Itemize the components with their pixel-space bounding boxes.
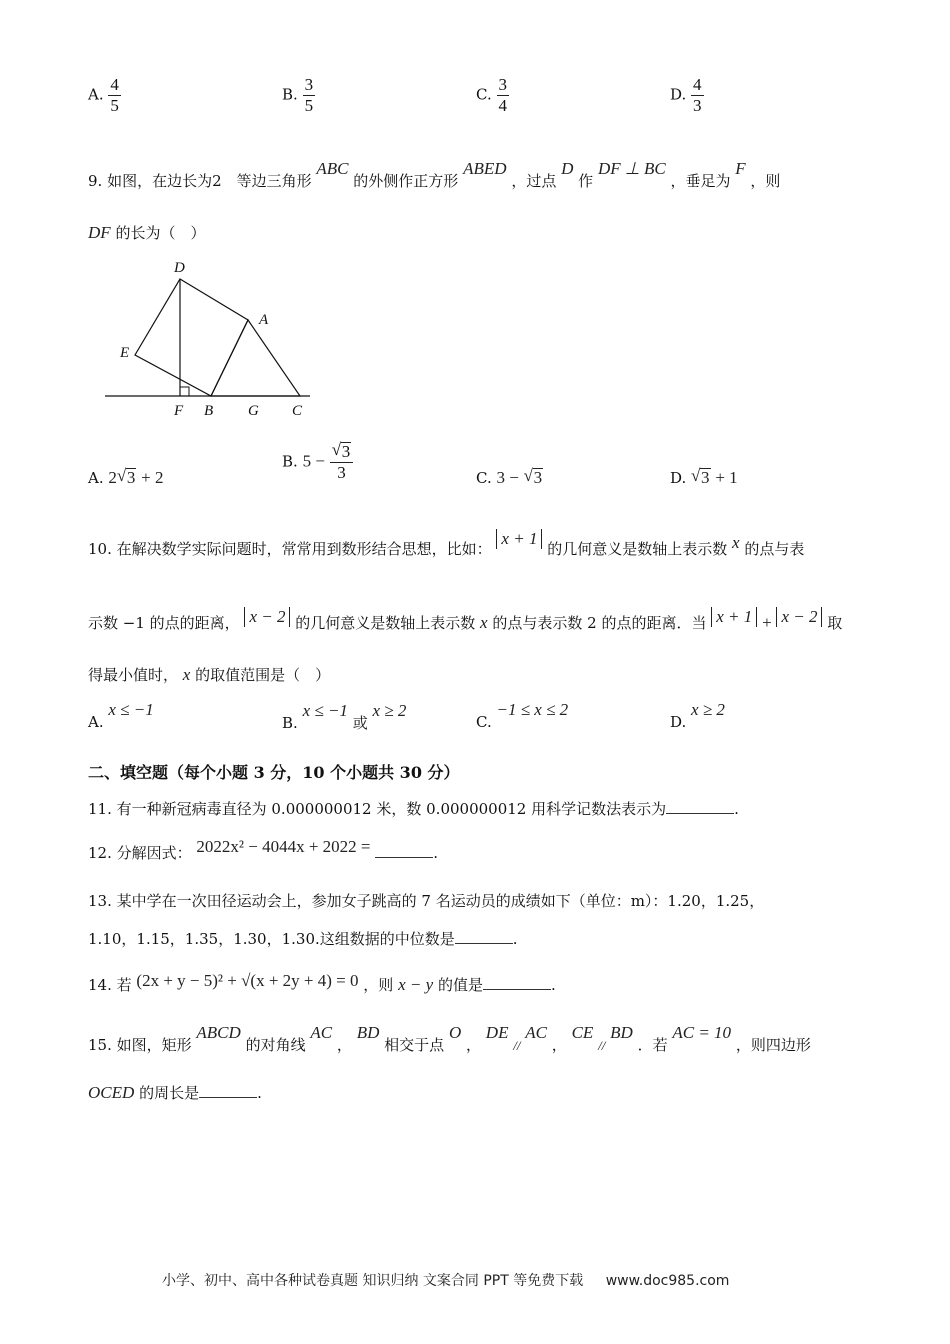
option-value: x ≥ 2 (691, 700, 725, 719)
triangle-abc (211, 320, 300, 396)
fraction (330, 442, 354, 483)
q9-text: 作 (578, 172, 594, 190)
q10-text: 的几何意义是数轴上表示数 (547, 540, 728, 558)
q10-option-b (282, 700, 407, 732)
option-label: B. (282, 714, 298, 732)
q14-expression: (2x + y − 5)² + √(x + 2y + 4) = 0 (136, 971, 359, 990)
math-df: DF (88, 223, 111, 242)
fraction (691, 75, 704, 116)
option-label: B. (282, 85, 298, 104)
math-f: F (735, 159, 746, 178)
q15-text: 相交于点 (384, 1036, 445, 1054)
option-label: A. (88, 85, 104, 104)
coefficient: 2 (108, 468, 117, 487)
math-bd: BD (356, 1023, 380, 1042)
q8-option-c (476, 75, 509, 116)
math-df-perp-bc: DF ⊥ BC (597, 159, 666, 178)
fraction (497, 75, 510, 116)
addend: + 1 (715, 468, 738, 487)
q10-text: 10. 在解决数学实际问题时，常常用到数形结合思想，比如： (88, 540, 492, 558)
denominator: 5 (304, 96, 314, 115)
math-abed: ABED (463, 159, 507, 178)
q10-text: 的点与表 (744, 540, 805, 558)
answer-blank[interactable] (666, 811, 734, 814)
square-abed (135, 279, 248, 396)
comma: ， (466, 1036, 482, 1054)
math-o: O (448, 1023, 462, 1042)
option-label: D. (670, 469, 687, 487)
option-label: B. (282, 452, 298, 471)
parallel-sign: // (598, 1038, 606, 1053)
abs-x-plus-1: x + 1 (711, 607, 757, 627)
q14-text: 14. 若 (88, 976, 132, 994)
q10-option-d (670, 700, 725, 731)
option-value: −1 ≤ x ≤ 2 (496, 700, 569, 719)
option-value: x ≤ −1 (302, 701, 348, 720)
math-ce: CE (571, 1023, 594, 1042)
option-label: C. (476, 713, 492, 731)
math-d: D (561, 159, 574, 178)
option-label: A. (88, 469, 104, 487)
q9-text: 9. 如图，在边长为2 等边三角形 (88, 172, 312, 190)
period: . (512, 930, 518, 948)
label-f: F (174, 403, 184, 419)
or-word: 或 (352, 714, 368, 732)
math-de: DE (485, 1023, 509, 1042)
minuend: 5 − (302, 451, 325, 471)
answer-blank[interactable] (455, 941, 513, 944)
q12-expression: 2022x² − 4044x + 2022 = (196, 837, 371, 856)
q13-line2 (88, 928, 518, 949)
q10-stem-line2 (88, 607, 843, 633)
sqrt: √ 3 (691, 466, 710, 487)
addend: + 2 (141, 468, 164, 487)
abs-x-minus-2: x − 2 (244, 607, 290, 627)
label-d: D (174, 260, 185, 276)
q9-option-a (88, 468, 164, 488)
sqrt: √ 3 (523, 466, 543, 487)
label-b: B (204, 403, 214, 419)
option-label: C. (476, 469, 492, 487)
answer-blank[interactable] (483, 987, 551, 990)
option-value: x ≤ −1 (108, 700, 154, 719)
q9-text: ，则 (750, 172, 781, 190)
q11-text: 11. 有一种新冠病毒直径为 0.000000012 米，数 0.000000012 用科学记数法表示为 (88, 800, 667, 818)
q12-text: 12. 分解因式： (88, 844, 192, 862)
denominator: 3 (337, 463, 346, 482)
math-ac-eq-10: AC = 10 (672, 1023, 732, 1042)
q10-text: 的取值范围是（ ） (195, 666, 331, 684)
math-x: x (182, 665, 191, 684)
period: . (734, 800, 739, 818)
radicand: 3 (701, 468, 710, 487)
radicand: 3 (341, 442, 351, 461)
period: . (550, 976, 556, 994)
q14-text: ，则 (363, 976, 394, 994)
radicand: 3 (126, 468, 136, 487)
answer-blank[interactable] (375, 855, 433, 858)
q10-text: 的点与表示数 2 的点的距离．当 (492, 614, 707, 632)
parallel-sign: // (513, 1038, 521, 1053)
label-g: G (248, 403, 259, 419)
q10-stem-line1 (88, 529, 805, 559)
footer (162, 1270, 729, 1290)
q9-text: 的外侧作正方形 (353, 172, 459, 190)
denominator: 5 (110, 96, 119, 115)
q13-line1: 13. 某中学在一次田径运动会上，参加女子跳高的 7 名运动员的成绩如下（单位：m）：1.20，1.25， (88, 892, 765, 910)
q10-text: 示数 −1 的点的距离， (88, 614, 240, 632)
label-a: A (259, 312, 269, 328)
option-value: x ≥ 2 (372, 701, 407, 720)
q15-line2 (88, 1082, 262, 1103)
q10-text: 的几何意义是数轴上表示数 (295, 614, 476, 632)
fraction (108, 75, 121, 116)
footer-text: 小学、初中、高中各种试卷真题 知识归纳 文案合同 PPT 等免费下载 (162, 1273, 584, 1289)
q9-option-b (282, 442, 353, 483)
q15-text: 15. 如图，矩形 (88, 1036, 192, 1054)
right-angle-mark (180, 387, 189, 396)
q9-option-c (476, 468, 543, 488)
section-title: 二、填空题（每个小题 3 分，10 个小题共 30 分） (88, 763, 460, 782)
label-e: E (120, 345, 130, 361)
denominator: 4 (498, 96, 507, 115)
q10-text: 取 (827, 614, 843, 632)
comma: ， (551, 1036, 567, 1054)
q9-stem-line1 (88, 159, 781, 191)
abs-x-minus-2: x − 2 (776, 607, 822, 627)
period: . (257, 1084, 262, 1102)
q9-text: ，过点 (511, 172, 557, 190)
math-oced: OCED (88, 1083, 135, 1102)
q8-option-d (670, 75, 704, 116)
numerator: 4 (693, 75, 702, 94)
comma: ， (336, 1036, 352, 1054)
plus-sign: + (762, 613, 772, 632)
label-c: C (292, 403, 303, 419)
q9-option-d (670, 468, 738, 488)
numerator: 3 (304, 75, 314, 94)
numerator: 4 (110, 75, 119, 94)
q8-option-a (88, 75, 121, 116)
q15-line1 (88, 1023, 811, 1055)
q14-text: 的值是 (437, 976, 483, 994)
q15-text: ，则四边形 (735, 1036, 811, 1054)
denominator: 3 (693, 96, 702, 115)
option-label: C. (476, 85, 492, 104)
option-label: D. (670, 713, 687, 731)
period: . (433, 844, 439, 862)
q15-text: 的对角线 (245, 1036, 306, 1054)
q11 (88, 798, 739, 819)
math-abcd: ABCD (196, 1023, 241, 1042)
math-x: x (732, 533, 740, 552)
q12 (88, 837, 439, 863)
q15-text: 的周长是 (139, 1084, 200, 1102)
q9-stem-line2 (88, 222, 205, 243)
q10-option-a (88, 700, 154, 731)
sqrt: √ 3 (116, 466, 136, 487)
numerator: 3 (498, 75, 507, 94)
abs-x-plus-1: x + 1 (496, 529, 542, 549)
q10-text: 得最小值时， (88, 666, 179, 684)
q8-option-b (282, 75, 315, 116)
q9-figure (100, 255, 320, 425)
math-bd: BD (610, 1023, 633, 1042)
q10-option-c (476, 700, 569, 731)
fraction (303, 75, 316, 116)
minuend: 3 − (496, 468, 519, 487)
answer-blank[interactable] (199, 1095, 257, 1098)
math-ac: AC (525, 1023, 547, 1042)
radicand: 3 (533, 468, 543, 487)
math-ac: AC (310, 1023, 333, 1042)
math-x: x (480, 613, 488, 632)
q14 (88, 971, 556, 995)
q15-text: ．若 (637, 1036, 668, 1054)
footer-link[interactable]: www.doc985.com (605, 1273, 730, 1289)
q10-stem-line3 (88, 664, 330, 685)
q9-text: ，垂足为 (670, 172, 731, 190)
option-label: D. (670, 85, 687, 104)
math-abc: ABC (316, 159, 349, 178)
option-label: A. (88, 713, 104, 731)
numerator (330, 442, 354, 463)
q9-text: 的长为（ ） (115, 224, 206, 242)
math-x-minus-y: x − y (398, 975, 434, 994)
sqrt: √ 3 (331, 440, 351, 461)
q13-text: 1.10，1.15，1.35，1.30，1.30.这组数据的中位数是 (88, 930, 455, 948)
